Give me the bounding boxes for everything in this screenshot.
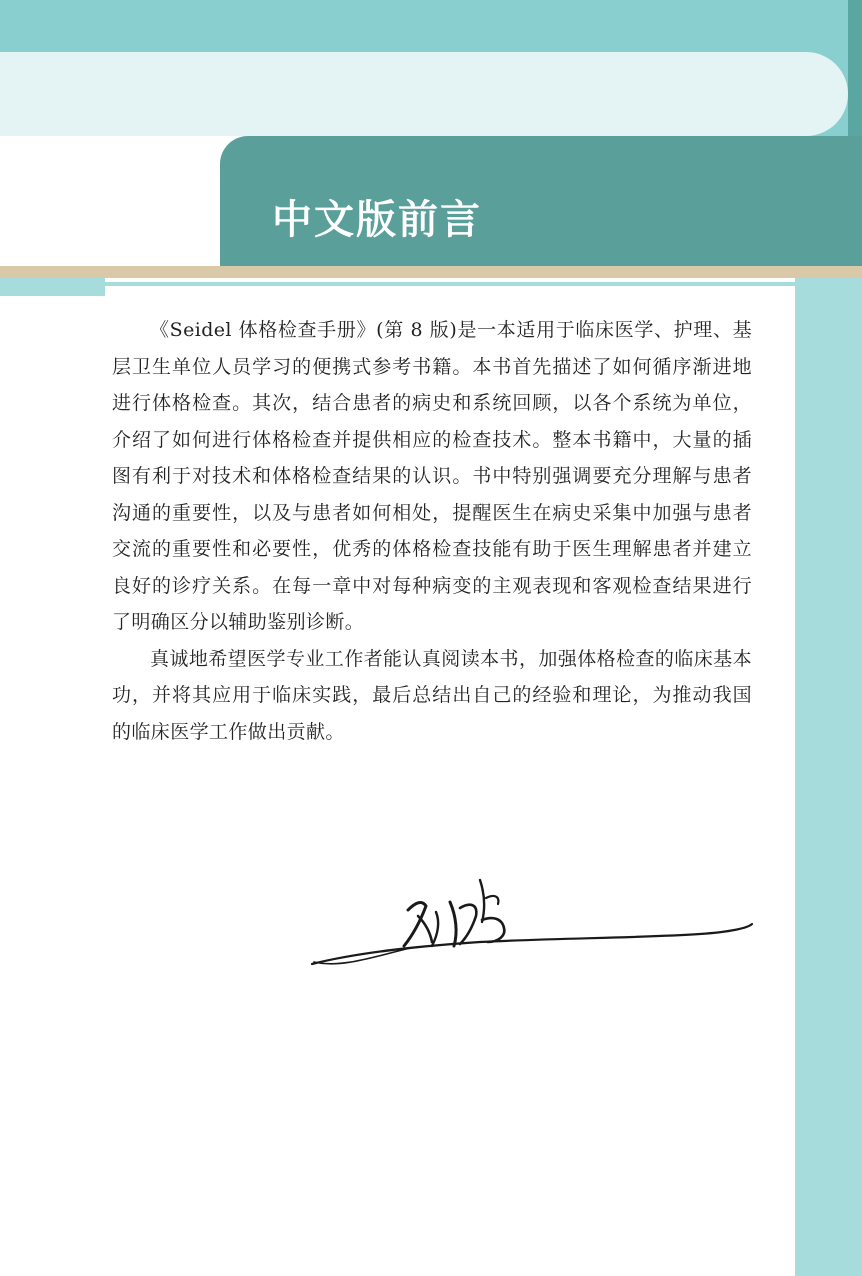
- left-accent-band: [0, 278, 105, 296]
- right-sidebar-strip: [795, 278, 862, 1276]
- preface-paragraph-1: 《Seidel 体格检查手册》(第 8 版)是一本适用于临床医学、护理、基层卫生单位人员学习的便携式参考书籍。本书首先描述了如何循序渐进地进行体格检查。其次，结合患者的病史和系统回顾，以各个系统为单位，介绍了如何进行体格检查并提供相应的检查技术。整本书籍中，大量的插图有利于对技术和体格检查结果的认识。书中特别强调要充分理解与患者沟通的重要性，以及与患者如何相处，提醒医生在病史采集中加强与患者交流的重要性和必要性，优秀的体格检查技能有助于医生理解患者并建立良好的诊疗关系。在每一章中对每种病变的主观表现和客观检查结果进行了明确区分以辅助鉴别诊断。: [112, 319, 752, 633]
- preface-body: [112, 312, 752, 750]
- top-light-band: [0, 52, 848, 136]
- content-top-line: [105, 282, 795, 286]
- handwritten-signature: [300, 872, 760, 972]
- tan-divider-stripe: [0, 266, 862, 278]
- top-decorative-band: [0, 0, 862, 58]
- preface-paragraph-2: 真诚地希望医学专业工作者能认真阅读本书，加强体格检查的临床基本功，并将其应用于临床实践，最后总结出自己的经验和理论，为推动我国的临床医学工作做出贡献。: [112, 647, 752, 743]
- page-title: 中文版前言: [272, 196, 482, 243]
